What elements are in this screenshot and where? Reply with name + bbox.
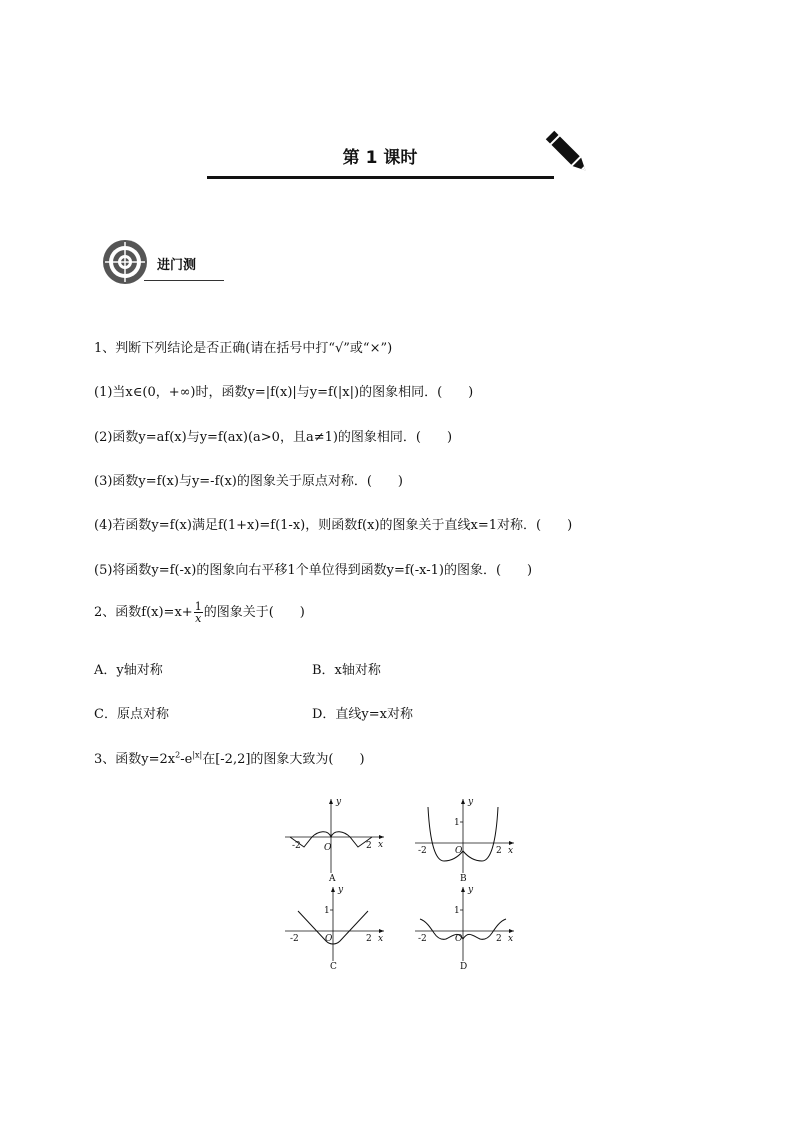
graph-b-letter: B xyxy=(460,874,467,884)
graph-a-xmin: -2 xyxy=(292,841,301,851)
section-underline xyxy=(144,280,224,281)
q1-prompt: 1、判断下列结论是否正确(请在括号中打“√”或“×”) xyxy=(94,341,393,356)
graph-c-letter: C xyxy=(330,962,337,970)
graph-d-xmax: 2 xyxy=(496,934,502,944)
graph-a xyxy=(285,797,384,884)
graph-a-xmax: 2 xyxy=(366,841,372,851)
q1-item-3: (3)函数y=f(x)与y=-f(x)的图象关于原点对称．( ) xyxy=(94,474,403,489)
graph-b-xmin: -2 xyxy=(418,846,427,856)
q3-graphs xyxy=(282,795,522,970)
q1-item-2: (2)函数y=af(x)与y=f(ax)(a>0，且a≠1)的图象相同．( ) xyxy=(94,430,453,445)
q2-option-c: C．原点对称 xyxy=(94,707,169,722)
lesson-title: 第 1 课时 xyxy=(342,148,418,168)
q2-option-d: D．直线y=x对称 xyxy=(312,707,413,722)
graph-c-ytick: 1 xyxy=(324,906,330,916)
q3-mid: -e xyxy=(180,752,193,767)
graph-b-ytick: 1 xyxy=(454,818,460,828)
graph-c-y-label: y xyxy=(338,885,344,895)
q1-item-5: (5)将函数y=f(-x)的图象向右平移1个单位得到函数y=f(-x-1)的图象．( ) xyxy=(94,563,533,578)
graph-d-x-label: x xyxy=(508,934,514,944)
q2-frac-den: x xyxy=(195,612,202,625)
q3-sup2: |x| xyxy=(192,750,203,760)
graph-c-origin: O xyxy=(325,934,333,944)
q2-stem xyxy=(94,601,305,624)
graph-d-xmin: -2 xyxy=(418,934,427,944)
q3-prefix: 3、函数y=2x xyxy=(94,752,176,767)
graph-b-y-label: y xyxy=(468,797,474,807)
q2-fraction xyxy=(194,601,203,624)
graph-b-xmax: 2 xyxy=(496,846,502,856)
graph-d-ytick: 1 xyxy=(454,906,460,916)
graph-c-xmax: 2 xyxy=(366,934,372,944)
q3-sup1: 2 xyxy=(175,750,181,760)
graph-c xyxy=(285,885,384,970)
graph-c-xmin: -2 xyxy=(290,934,299,944)
q2-prefix: 2、函数f(x)=x+ xyxy=(94,605,193,620)
graph-d xyxy=(415,885,514,970)
graph-a-origin: O xyxy=(324,843,332,853)
q3-suffix: 在[-2,2]的图象大致为( ) xyxy=(202,752,365,767)
q2-suffix: 的图象关于( ) xyxy=(203,605,305,620)
target-icon xyxy=(101,238,149,286)
graph-d-origin: O xyxy=(455,934,463,944)
graph-a-letter: A xyxy=(329,874,336,884)
section-label: 进门测 xyxy=(157,258,197,273)
graph-d-y-label: y xyxy=(468,885,474,895)
title-underline xyxy=(207,176,554,179)
graph-a-y-label: y xyxy=(336,797,342,807)
graph-b-origin: O xyxy=(455,846,463,856)
graph-c-x-label: x xyxy=(378,934,384,944)
graph-b xyxy=(415,797,514,884)
graph-a-x-label: x xyxy=(378,840,384,850)
graph-d-letter: D xyxy=(460,962,468,970)
q1-item-4: (4)若函数y=f(x)满足f(1+x)=f(1-x)，则函数f(x)的图象关于直线x=1对称．( ) xyxy=(94,518,573,533)
q2-option-b: B．x轴对称 xyxy=(312,663,381,678)
q1-item-1: (1)当x∈(0，+∞)时，函数y=|f(x)|与y=f(|x|)的图象相同．( ) xyxy=(94,385,474,400)
q3-stem xyxy=(94,748,365,767)
q2-frac-num: 1 xyxy=(194,600,202,613)
graph-b-x-label: x xyxy=(508,846,514,856)
q2-option-a: A．y轴对称 xyxy=(94,663,163,678)
pencil-icon xyxy=(542,124,592,180)
